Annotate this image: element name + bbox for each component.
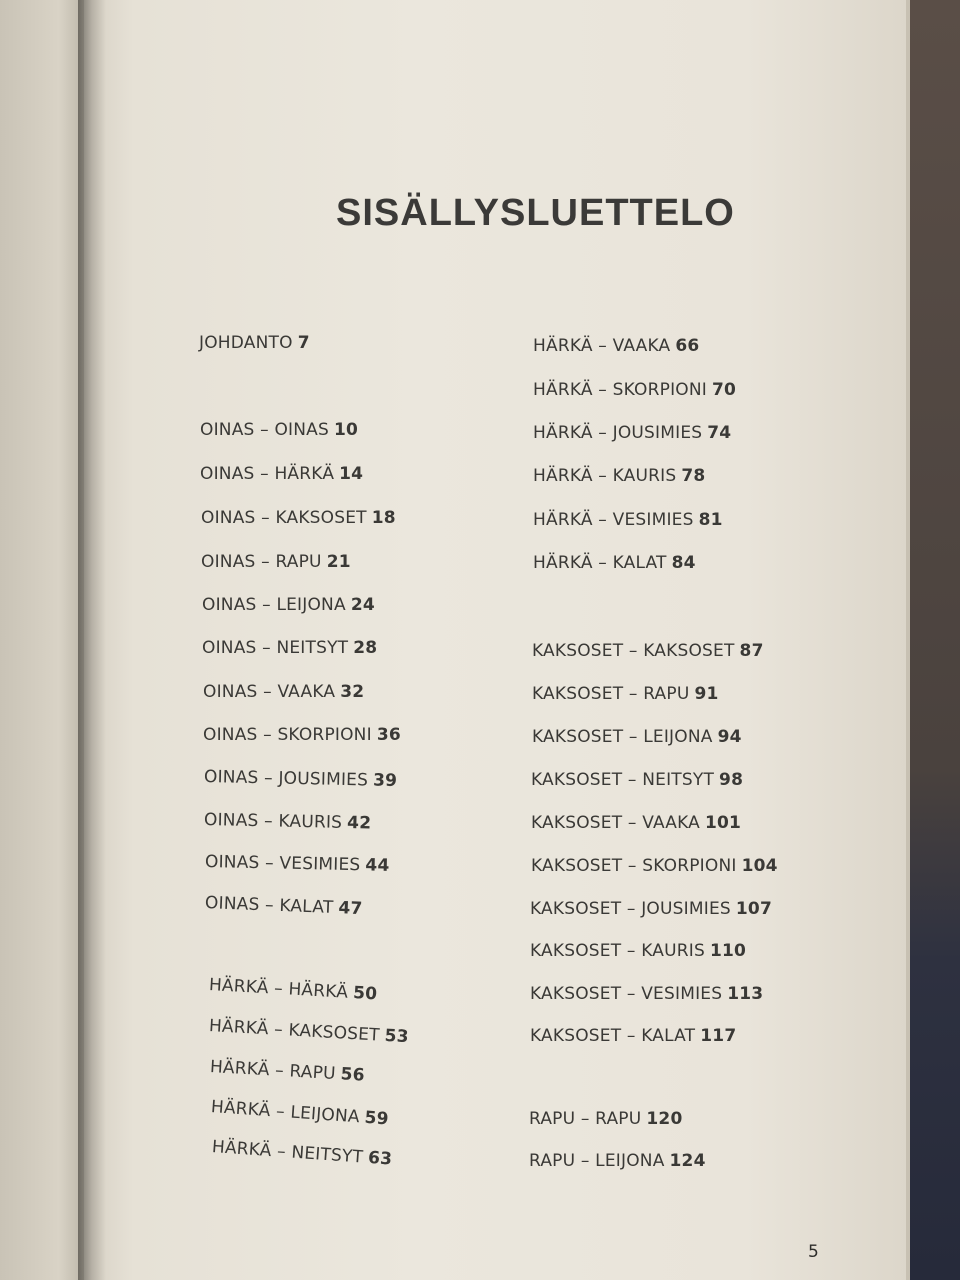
toc-entry-label: HÄRKÄ – RAPU [209,1057,337,1085]
toc-entry-page: 32 [340,682,365,702]
toc-entry-page: 18 [371,508,396,528]
toc-entry-page: 59 [363,1107,390,1130]
toc-entry [205,852,390,876]
toc-entry-page: 91 [694,684,719,704]
toc-entry [200,464,363,484]
toc-entry-label: KAKSOSET – KAURIS [530,941,705,961]
toc-entry [532,727,742,747]
toc-entry [204,767,398,791]
toc-entry [529,1151,706,1171]
toc-entry-label: KAKSOSET – RAPU [532,684,690,704]
toc-entry-page: 78 [681,466,706,486]
toc-entry-label: JOHDANTO [199,333,293,353]
toc-entry-page: 53 [384,1025,410,1048]
toc-entry [202,638,377,658]
toc-entry-label: KAKSOSET – SKORPIONI [531,856,737,876]
toc-entry [200,420,358,440]
toc-entry-label: OINAS – OINAS [200,420,329,440]
toc-entry [530,899,772,919]
toc-entry-page: 66 [675,336,700,356]
toc-entry [201,508,396,528]
toc-entry-page: 104 [741,856,778,876]
toc-entry-label: HÄRKÄ – VESIMIES [533,510,694,530]
toc-entry-label: HÄRKÄ – NEITSYT [211,1137,364,1168]
toc-entry-label: HÄRKÄ – KAKSOSET [208,1016,381,1046]
toc-entry-label: OINAS – RAPU [201,552,322,572]
toc-entry [532,684,719,704]
toc-entry-page: 50 [352,983,378,1005]
toc-entry-page: 56 [340,1064,366,1086]
toc-entry-label: OINAS – SKORPIONI [203,725,372,745]
toc-entry-label: HÄRKÄ – LEIJONA [210,1097,361,1128]
toc-entry [201,552,351,572]
toc-entry [533,553,696,573]
toc-entry-label: HÄRKÄ – SKORPIONI [533,380,707,400]
toc-entry-label: HÄRKÄ – VAAKA [533,336,671,356]
toc-entry-page: 21 [326,552,351,572]
toc-entry-page: 74 [707,423,732,443]
toc-entry-page: 10 [333,420,359,440]
toc-entry-page: 101 [704,813,742,833]
toc-entry-page: 39 [372,770,398,792]
toc-entry [530,941,746,961]
toc-entry-label: KAKSOSET – KAKSOSET [532,641,735,661]
toc-entry-page: 28 [353,638,378,658]
toc-entry-page: 42 [346,813,372,834]
toc-entry-label: OINAS – VESIMIES [204,852,361,876]
toc-entry [533,466,705,486]
toc-entry-page: 63 [367,1147,393,1170]
toc-entry-page: 84 [671,553,696,573]
toc-entry [531,813,741,833]
toc-entry [532,641,764,661]
toc-entry-label: KAKSOSET – KALAT [530,1026,696,1046]
toc-entry [203,682,364,702]
toc-entry-label: HÄRKÄ – KAURIS [533,466,677,486]
toc-entry [533,510,723,530]
toc-entry [530,984,763,1004]
toc-entry [533,336,699,356]
toc-entry-page: 44 [365,855,390,876]
toc-entry-label: OINAS – VAAKA [203,682,336,702]
toc-entry-label: OINAS – KAKSOSET [201,508,367,528]
toc-entry [530,1026,736,1046]
toc-entry-label: HÄRKÄ – JOUSIMIES [533,423,703,443]
toc-entry-page: 107 [735,899,772,919]
toc-entry-page: 7 [297,333,310,353]
toc-entry-label: KAKSOSET – LEIJONA [532,727,713,747]
toc-entry-page: 113 [727,984,764,1004]
toc-entry-page: 70 [712,380,737,400]
toc-entry-label: RAPU – LEIJONA [529,1151,665,1171]
toc-entry-page: 110 [709,941,747,961]
facing-page [0,0,84,1280]
book-spine-shadow [78,0,106,1280]
toc-entry-page: 87 [739,641,764,661]
toc-entry-label: OINAS – KALAT [204,893,334,918]
toc-entry-label: KAKSOSET – NEITSYT [531,770,715,790]
toc-entry [533,423,731,443]
page-edge [906,0,910,1280]
toc-entry [202,595,375,615]
toc-entry [531,770,743,790]
toc-entry-label: KAKSOSET – JOUSIMIES [530,899,731,919]
toc-entry-page: 36 [376,725,401,745]
toc-entry [203,725,401,745]
toc-entry-page: 14 [339,464,364,484]
toc-entry-label: KAKSOSET – VESIMIES [530,984,723,1004]
toc-entry-page: 47 [338,898,363,920]
page-number: 5 [808,1242,819,1262]
toc-entry-label: OINAS – HÄRKÄ [200,464,335,484]
toc-entry-page: 81 [698,510,723,530]
toc-entry [529,1109,683,1129]
toc-entry-label: OINAS – KAURIS [203,810,343,833]
toc-entry [531,856,778,876]
toc-entry-label: RAPU – RAPU [529,1109,642,1129]
toc-entry-page: 94 [717,727,742,747]
toc-entry-label: OINAS – LEIJONA [202,595,346,615]
toc-entry [533,380,736,400]
toc-entry-page: 124 [669,1151,706,1171]
toc-entry [204,810,372,833]
toc-entry-page: 98 [719,770,744,790]
toc-entry-label: OINAS – JOUSIMIES [203,767,369,791]
toc-entry-label: HÄRKÄ – KALAT [533,553,667,573]
toc-entry-label: OINAS – NEITSYT [202,638,349,658]
toc-entry-page: 120 [646,1109,683,1129]
toc-entry-page: 24 [350,595,375,615]
toc-entry [199,333,310,353]
toc-entry-label: KAKSOSET – VAAKA [531,813,700,833]
page-title: SISÄLLYSLUETTELO [336,192,735,234]
toc-entry-page: 117 [700,1026,737,1046]
toc-entry-label: HÄRKÄ – HÄRKÄ [208,975,349,1003]
